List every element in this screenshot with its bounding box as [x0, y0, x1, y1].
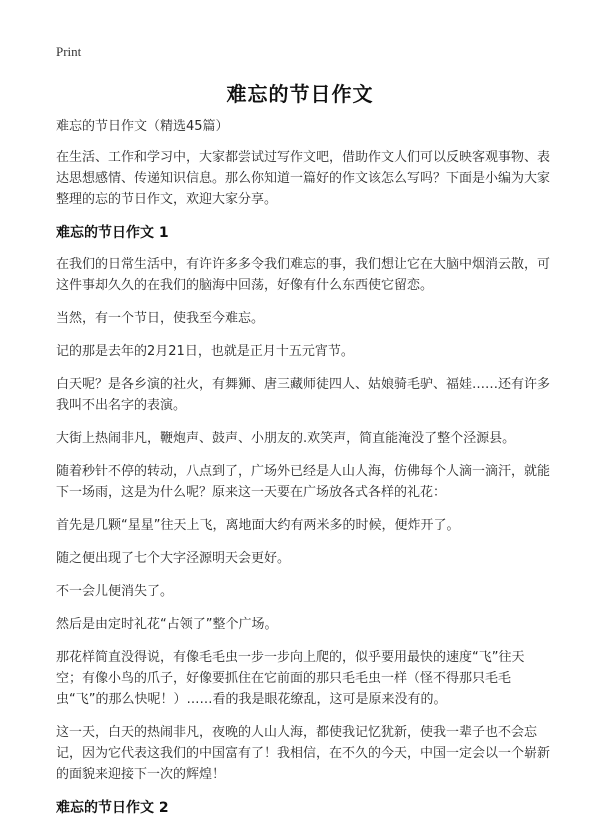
print-link[interactable]: Print — [56, 44, 82, 59]
paragraph: 不一会儿便消失了。 — [56, 584, 174, 599]
intro-paragraph: 在生活、工作和学习中，大家都尝试过写作文吧，借助作文人们可以反映客观事物、表达思想感情、传递知识信息。那么你知道一篇好的作文该怎么写吗？下面是小编为大家整理的忘的节日作文，欢迎大家分享。 — [56, 150, 551, 207]
paragraph: 在我们的日常生活中，有许许多多令我们难忘的事，我们想让它在大脑中烟消云散，可这件事却久久的在我们的脑海中回荡，好像有什么东西使它留恋。 — [56, 257, 551, 293]
article-subtitle: 难忘的节日作文（精选45篇） — [56, 119, 229, 134]
section-heading-2: 难忘的节日作文 2 — [56, 800, 169, 816]
article-body — [56, 116, 550, 829]
paragraph: 白天呢？是各乡演的社火，有舞狮、唐三藏师徒四人、姑娘骑毛驴、福娃……还有许多我叫不出名字的表演。 — [56, 377, 551, 413]
paragraph: 然后是由定时礼花“占领了”整个广场。 — [56, 617, 278, 632]
paragraph: 那花样简直没得说，有像毛毛虫一步一步向上爬的，似乎要用最快的速度“飞”往天空；有像小鸟的爪子，好像要抓住在它前面的那只毛毛虫一样（怪不得那只毛毛虫“飞”的那么快呢！）……看的我是眼花缭乱，这可是原来没有的。 — [56, 650, 525, 707]
paragraph: 首先是几颗“星星”往天上飞，离地面大约有两米多的时候，便炸开了。 — [56, 518, 460, 533]
paragraph: 这一天，白天的热闹非凡，夜晚的人山人海，都使我记忆犹新，使我一辈子也不会忘记，因为它代表这我们的中国富有了！我相信，在不久的今天，中国一定会以一个崭新的面貌来迎接下一次的辉煌！ — [56, 725, 551, 782]
paragraph: 大街上热闹非凡，鞭炮声、鼓声、小朋友的.欢笑声，简直能淹没了整个泾源县。 — [56, 431, 516, 446]
paragraph: 随着秒针不停的转动，八点到了，广场外已经是人山人海，仿佛每个人滴一滴汗，就能下一场雨，这是为什么呢？原来这一天要在广场放各式各样的礼花： — [56, 464, 551, 500]
paragraph: 随之便出现了七个大字泾源明天会更好。 — [56, 551, 291, 566]
section-heading-1: 难忘的节日作文 1 — [56, 225, 169, 241]
page-title: 难忘的节日作文 — [226, 82, 374, 106]
paragraph: 记的那是去年的2月21日，也就是正月十五元宵节。 — [56, 344, 354, 359]
paragraph: 当然，有一个节日，使我至今难忘。 — [56, 311, 265, 326]
